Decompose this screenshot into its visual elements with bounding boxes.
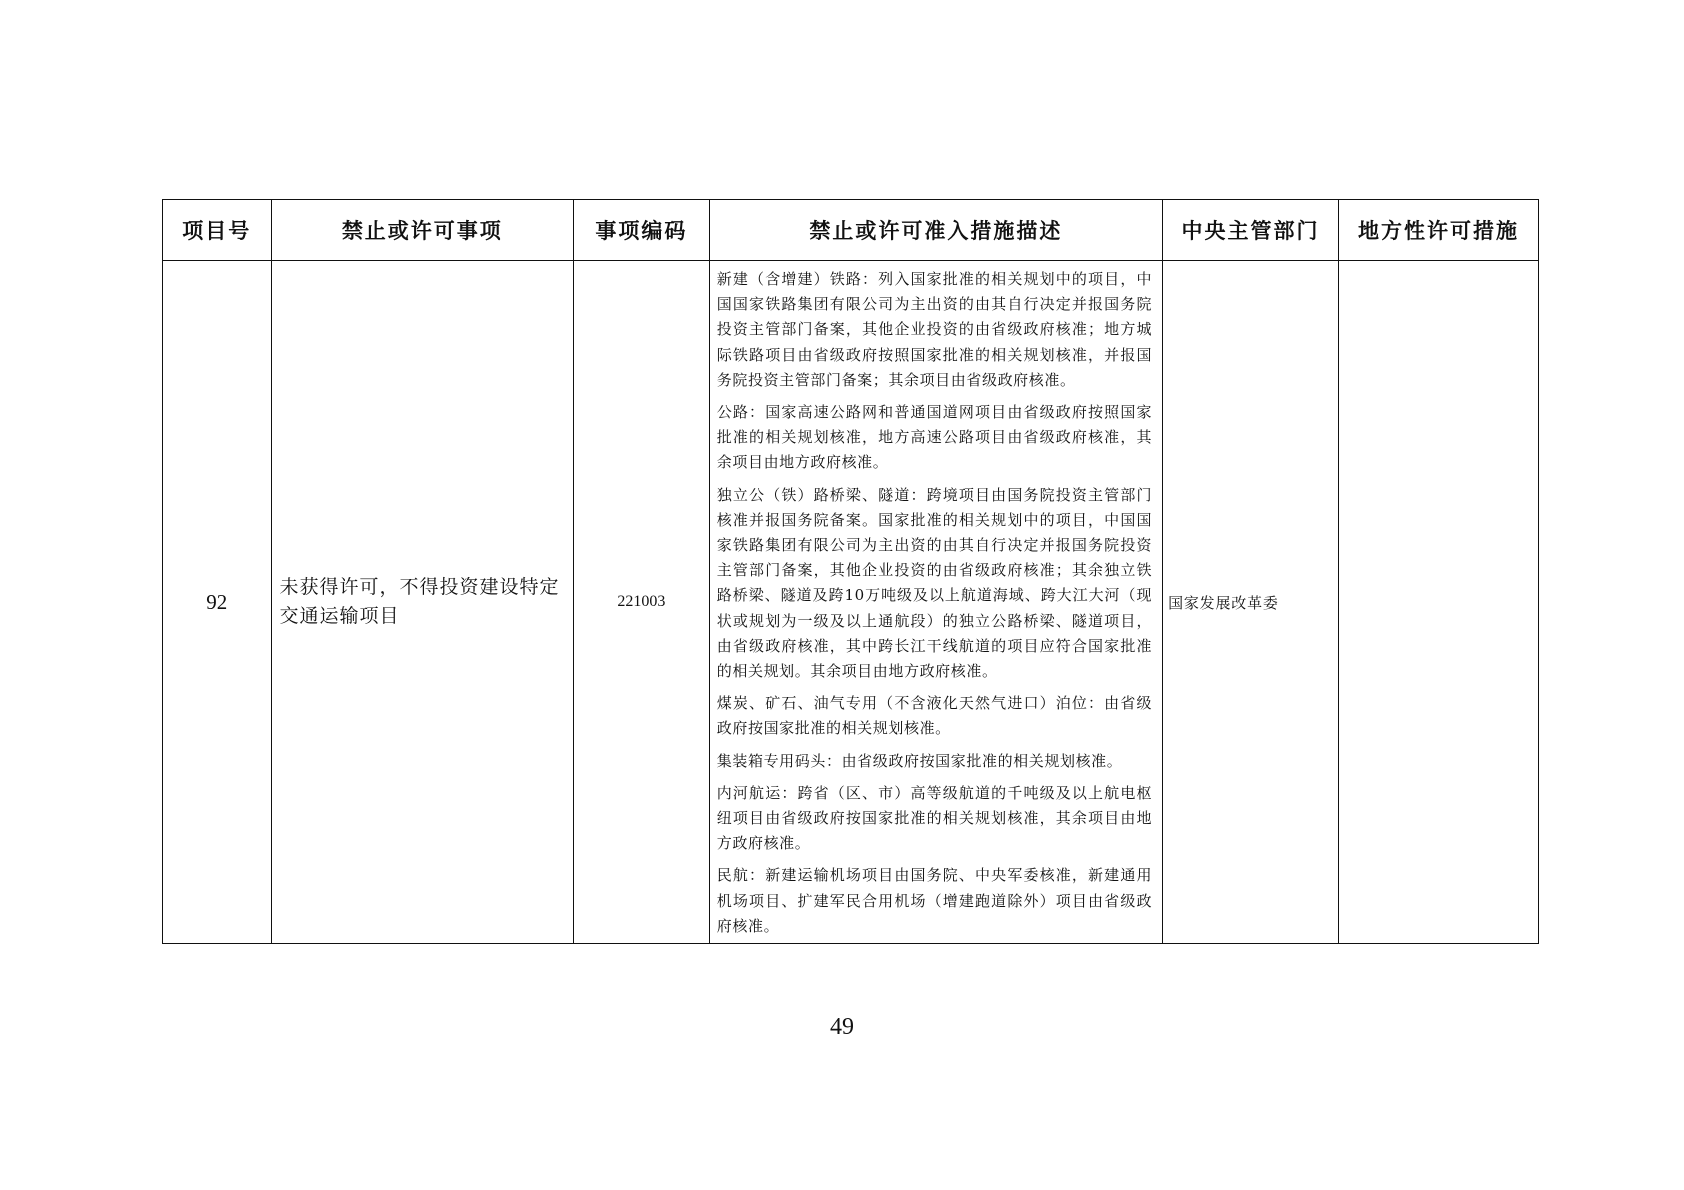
header-item: 禁止或许可事项 bbox=[271, 200, 574, 261]
desc-berth: 煤炭、矿石、油气专用（不含液化天然气进口）泊位：由省级政府按国家批准的相关规划核准。 bbox=[716, 694, 1153, 738]
row-code: 221003 bbox=[574, 261, 710, 944]
header-central-dept: 中央主管部门 bbox=[1163, 200, 1339, 261]
permit-table bbox=[162, 199, 1539, 944]
desc-highway: 公路：国家高速公路网和普通国道网项目由省级政府按照国家批准的相关规划核准，地方高速公路项目由省级政府核准，其余项目由地方政府核准。 bbox=[716, 403, 1153, 472]
page-number: 49 bbox=[830, 1014, 854, 1040]
row-description bbox=[709, 261, 1162, 944]
header-local-measures: 地方性许可措施 bbox=[1338, 200, 1538, 261]
header-item-no: 项目号 bbox=[163, 200, 272, 261]
desc-bridge-tunnel: 独立公（铁）路桥梁、隧道：跨境项目由国务院投资主管部门核准并报国务院备案。国家批准的相关规划中的项目，中国国家铁路集团有限公司为主出资的由其自行决定并报国务院投资主管部门备案，其他企业投资的由省级政府核准；其余独立铁路桥梁、隧道及跨10万吨级及以上航道海域、跨大江大河（现状或规划为一级及以上通航段）的独立公路桥梁、隧道项目，由省级政府核准，其中跨长江干线航道的项目应符合国家批准的相关规划。其余项目由地方政府核准。 bbox=[716, 485, 1153, 681]
row-item: 未获得许可，不得投资建设特定交通运输项目 bbox=[271, 261, 574, 944]
table-row bbox=[163, 261, 1539, 944]
desc-container-terminal: 集装箱专用码头：由省级政府按国家批准的相关规划核准。 bbox=[716, 751, 1123, 770]
desc-railway: 新建（含增建）铁路：列入国家批准的相关规划中的项目，中国国家铁路集团有限公司为主出资的由其自行决定并报国务院投资主管部门备案，其他企业投资的由省级政府核准；地方城际铁路项目由省级政府按照国家批准的相关规划核准，并报国务院投资主管部门备案；其余项目由省级政府核准。 bbox=[716, 270, 1153, 389]
header-code: 事项编码 bbox=[574, 200, 710, 261]
desc-civil-aviation: 民航：新建运输机场项目由国务院、中央军委核准，新建通用机场项目、扩建军民合用机场（增建跑道除外）项目由省级政府核准。 bbox=[716, 866, 1153, 935]
row-item-no: 92 bbox=[163, 261, 272, 944]
header-description: 禁止或许可准入措施描述 bbox=[709, 200, 1162, 261]
row-central-dept: 国家发展改革委 bbox=[1163, 261, 1339, 944]
row-local-measures bbox=[1338, 261, 1538, 944]
desc-inland-shipping: 内河航运：跨省（区、市）高等级航道的千吨级及以上航电枢纽项目由省级政府按国家批准的相关规划核准，其余项目由地方政府核准。 bbox=[716, 783, 1153, 853]
table-header-row bbox=[163, 200, 1539, 261]
